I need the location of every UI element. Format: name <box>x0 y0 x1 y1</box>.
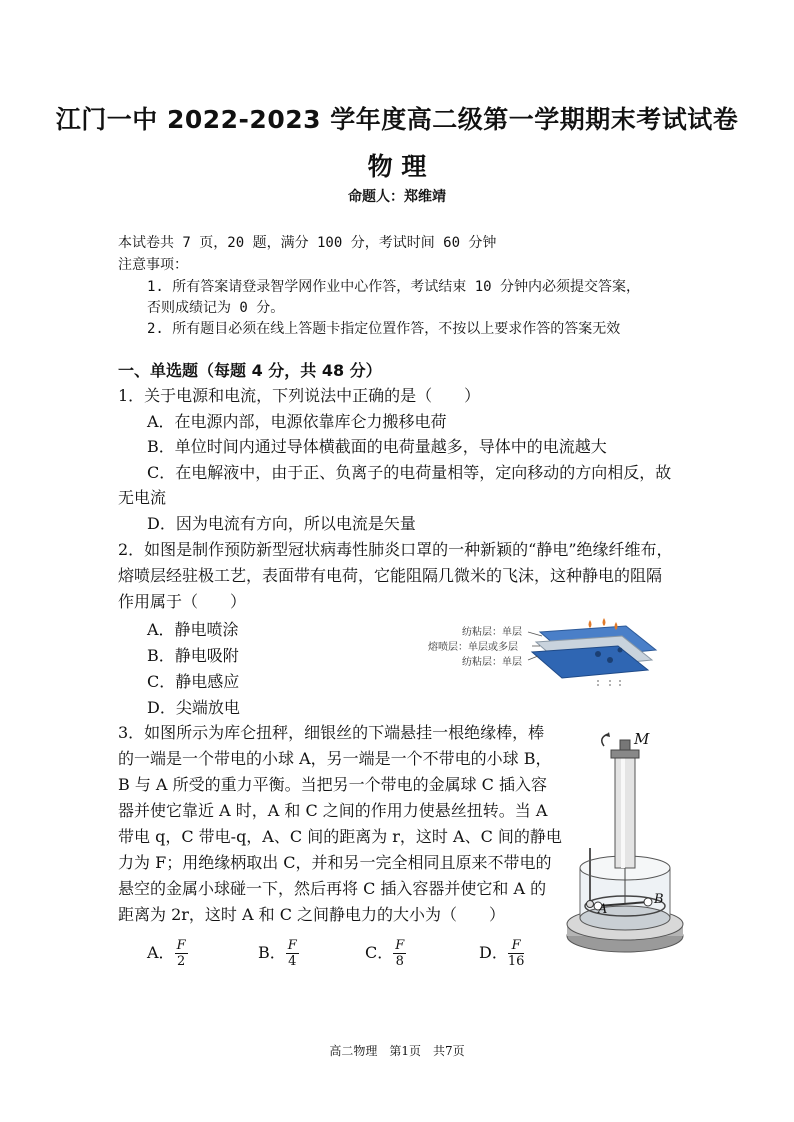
q3-option-a <box>147 938 188 969</box>
q3-option-d-den: 16 <box>507 954 525 969</box>
q3-option-d <box>479 938 524 969</box>
q3-option-c-den: 8 <box>395 954 404 969</box>
q3-stem-line3: B 与 A 所受的重力平衡。当把另一个带电的金属球 C 插入容 <box>118 775 547 794</box>
q3-stem-line8: 距离为 2r，这时 A 和 C 之间静电力的大小为（ ） <box>118 905 506 924</box>
q3-option-b <box>258 938 299 969</box>
q2-stem-line2: 熔喷层经驻极工艺，表面带有电荷，它能阻隔几微米的飞沫，这种静电的阻隔 <box>118 566 663 585</box>
q2-option-b: B．静电吸附 <box>147 646 239 665</box>
instruction-item-1-cont: 否则成绩记为 0 分。 <box>147 300 285 316</box>
q3-option-b-fraction <box>286 938 299 969</box>
section-heading: 一、单选题（每题 4 分，共 48 分） <box>118 361 382 380</box>
q3-option-d-fraction <box>508 938 525 969</box>
author-line: 命题人：郑维靖 <box>348 189 446 205</box>
label-b: B <box>654 892 664 907</box>
mask-fabric-figure <box>420 618 660 690</box>
subject-title: 物 理 <box>367 152 427 181</box>
exam-title: 江门一中 2022-2023 学年度高二级第一学期期末考试试卷 <box>55 105 739 134</box>
q2-option-a: A．静电喷涂 <box>147 620 239 639</box>
q1-option-c-cont: 无电流 <box>118 488 167 507</box>
fabric-label-middle: 熔喷层：单层或多层 <box>428 642 518 653</box>
q3-option-a-num: F <box>176 938 186 953</box>
q3-option-d-letter: D． <box>479 943 508 962</box>
q2-option-d: D．尖端放电 <box>147 698 240 717</box>
instructions-heading: 注意事项： <box>118 257 188 273</box>
q3-option-a-den: 2 <box>176 954 186 969</box>
q2-option-c: C．静电感应 <box>147 672 240 691</box>
q3-option-b-den: 4 <box>288 954 297 969</box>
q1-option-b: B．单位时间内通过导体横截面的电荷量越多，导体中的电流越大 <box>147 437 607 456</box>
q3-options <box>147 930 547 970</box>
q1-option-a: A．在电源内部，电源依靠库仑力搬移电荷 <box>147 412 447 431</box>
q3-stem-line4: 器并使它靠近 A 时，A 和 C 之间的作用力使悬丝扭转。当 A <box>118 801 548 820</box>
fabric-label-top: 纺粘层：单层 <box>462 627 522 638</box>
q3-stem-line1: 3．如图所示为库仑扭秤，细银丝的下端悬挂一根绝缘棒，棒 <box>118 723 545 742</box>
q3-option-c-fraction <box>393 938 406 969</box>
q3-option-a-fraction <box>175 938 188 969</box>
page-footer: 高二物理 第1页 共7页 <box>329 1044 465 1058</box>
q3-option-c <box>365 938 406 969</box>
torsion-balance-figure <box>560 728 690 964</box>
q3-stem-line2: 的一端是一个带电的小球 A，另一端是一个不带电的小球 B， <box>118 749 552 768</box>
label-m: M <box>634 730 650 748</box>
q3-option-c-letter: C． <box>365 943 394 962</box>
q3-stem-line5: 带电 q，C 带电-q，A、C 间的距离为 r，这时 A、C 间的静电 <box>118 827 562 846</box>
q1-option-d: D．因为电流有方向，所以电流是矢量 <box>147 514 416 533</box>
label-a: A <box>598 902 608 917</box>
instruction-item-2: 2. 所有题目必须在线上答题卡指定位置作答，不按以上要求作答的答案无效 <box>147 321 621 337</box>
fabric-label-bottom: 纺粘层：单层 <box>462 657 522 668</box>
q1-option-c: C．在电解液中，由于正、负离子的电荷量相等，定向移动的方向相反，故 <box>147 463 672 482</box>
q2-stem-line3: 作用属于（ ） <box>118 592 247 611</box>
q3-stem-line6: 力为 F；用绝缘柄取出 C，并和另一完全相同且原来不带电的 <box>118 853 552 872</box>
q3-option-b-num: F <box>287 938 297 953</box>
q2-stem-line1: 2．如图是制作预防新型冠状病毒性肺炎口罩的一种新颖的“静电”绝缘纤维布， <box>118 540 673 559</box>
instruction-item-1: 1. 所有答案请登录智学网作业中心作答，考试结束 10 分钟内必须提交答案， <box>147 279 640 295</box>
q3-stem-line7: 悬空的金属小球碰一下，然后再将 C 插入容器并使它和 A 的 <box>118 879 547 898</box>
instructions-summary: 本试卷共 7 页，20 题，满分 100 分，考试时间 60 分钟 <box>118 235 497 251</box>
q3-option-c-num: F <box>395 938 405 953</box>
q3-option-a-letter: A． <box>147 943 175 962</box>
q3-option-b-letter: B． <box>258 943 286 962</box>
q1-stem: 1．关于电源和电流，下列说法中正确的是（ ） <box>118 386 481 405</box>
q3-option-d-num: F <box>508 938 525 954</box>
